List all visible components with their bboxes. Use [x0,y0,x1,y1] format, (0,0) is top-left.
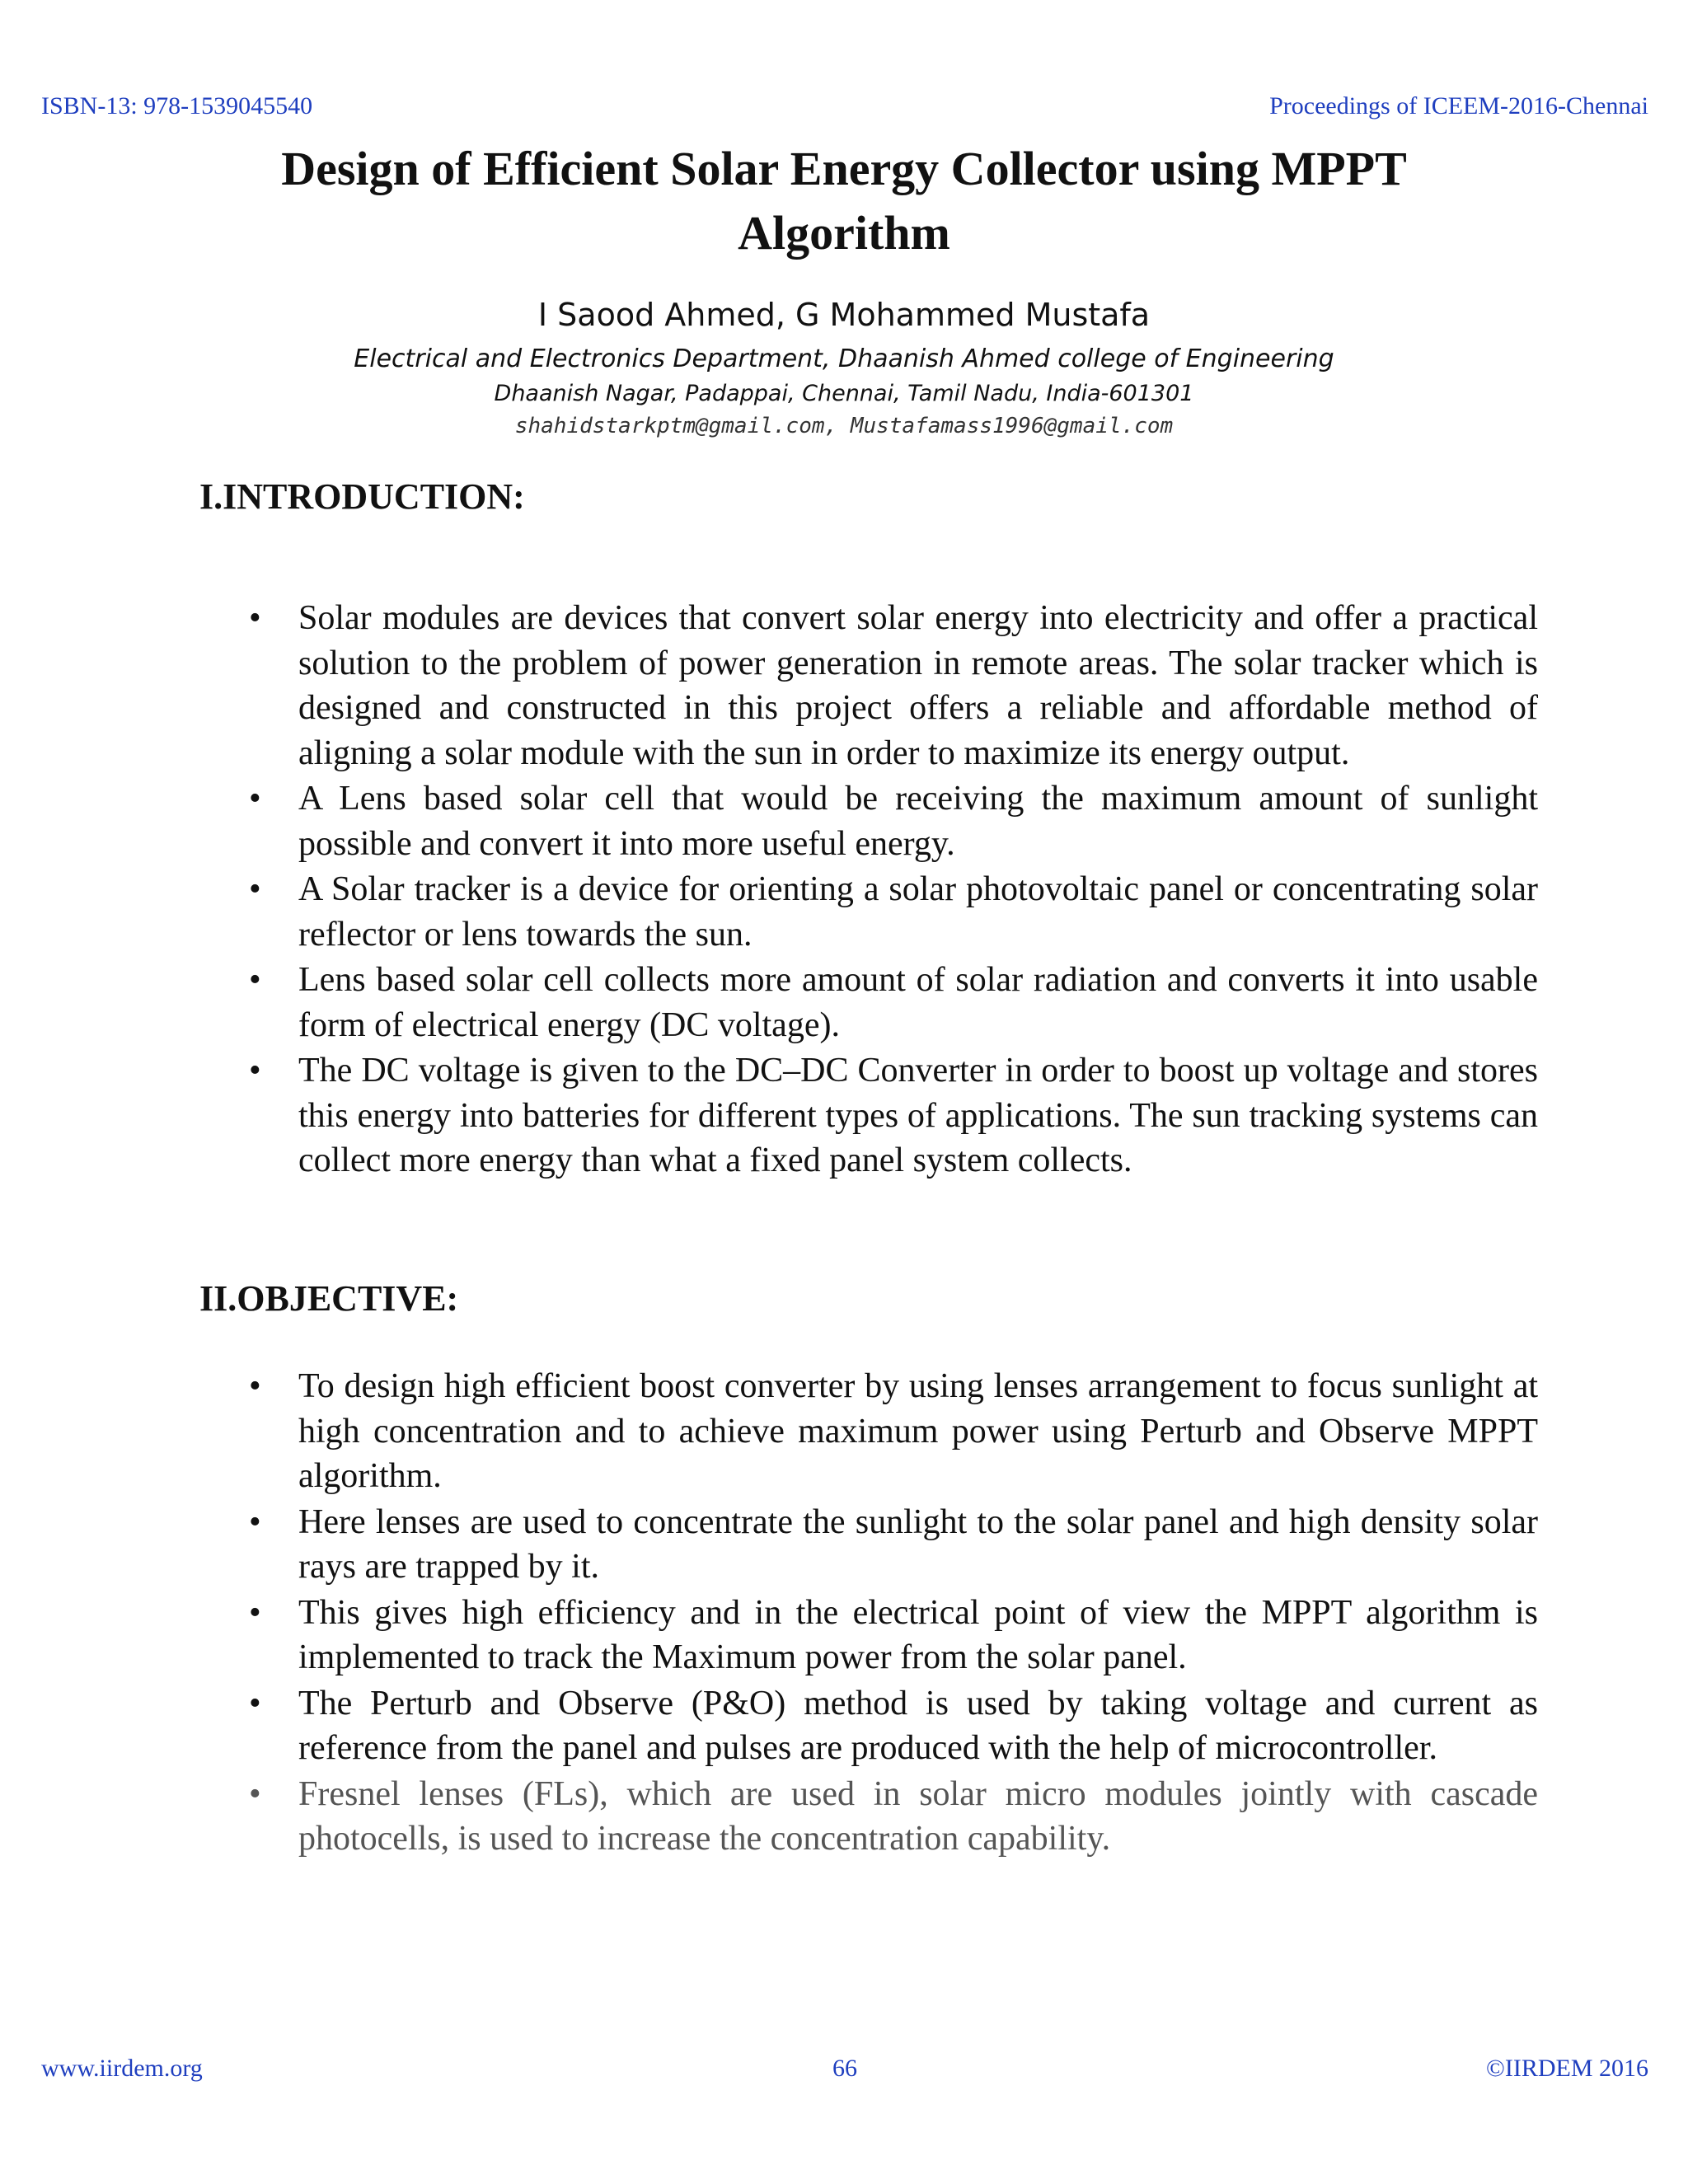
affiliation-department: Electrical and Electronics Department, Dhaanish Ahmed college of Engineering [354,344,1334,373]
list-item-text: A Solar tracker is a device for orienting a solar photovoltaic panel or concentrating solar reflector or lens towards the sun. [298,870,1538,954]
list-item [247,1048,1538,1183]
isbn-label: ISBN-13: 978-1539045540 [41,92,313,120]
list-item [247,1681,1538,1771]
paper-title-line-2: Algorithm [738,206,950,260]
copyright-notice: ©IIRDEM 2016 [1486,2055,1648,2082]
proceedings-label: Proceedings of ICEEM-2016-Chennai [1269,92,1648,120]
bullet-icon: • [249,1684,261,1722]
bullet-icon: • [249,780,261,818]
list-item [247,867,1538,957]
list-item-text: The Perturb and Observe (P&O) method is used by taking voltage and current as reference from the panel and pulses are produced with the help of microcontroller. [298,1684,1538,1767]
list-item-text: Solar modules are devices that convert solar energy into electricity and offer a practical solution to the problem of power generation in remote areas. The solar tracker which is designed and constructed in this project offers a reliable and affordable method of aligning a solar module with the sun in order to maximize its energy output. [298,599,1538,772]
paper-title [198,137,1490,265]
bullet-icon: • [249,870,261,908]
bullet-icon: • [249,1593,261,1632]
list-item-text: Lens based solar cell collects more amount of solar radiation and converts it into usable form of electrical energy (DC voltage). [298,961,1538,1044]
list-item-text: Fresnel lenses (FLs), which are used in solar micro modules jointly with cascade photocells, is used to increase the concentration capability. [298,1774,1538,1858]
list-item [247,1772,1538,1862]
list-item [247,1364,1538,1499]
list-item-text: To design high efficient boost converter by using lenses arrangement to focus sunlight at high concentration and to achieve maximum power using Perturb and Observe MPPT algorithm. [298,1367,1538,1495]
running-header [41,92,1648,125]
list-item [247,596,1538,776]
affiliation-address: Dhaanish Nagar, Padappai, Chennai, Tamil Nadu, India-601301 [494,381,1194,406]
introduction-bullet-list [247,596,1538,1184]
list-item [247,958,1538,1047]
list-item [247,776,1538,866]
bullet-icon: • [249,1367,261,1405]
list-item [247,1591,1538,1680]
section-heading-objective: II.OBJECTIVE: [199,1278,459,1319]
objective-bullet-list [247,1364,1538,1863]
list-item-text: A Lens based solar cell that would be receiving the maximum amount of sunlight possible and convert it into more useful energy. [298,780,1538,863]
bullet-icon: • [249,599,261,637]
paper-title-line-1: Design of Efficient Solar Energy Collector using MPPT [281,142,1407,195]
bullet-icon: • [249,1052,261,1090]
list-item-text: This gives high efficiency and in the electrical point of view the MPPT algorithm is implemented to track the Maximum power from the solar panel. [298,1593,1538,1676]
website-link[interactable]: www.iirdem.org [41,2055,203,2082]
author-emails: shahidstarkptm@gmail.com, Mustafamass1996@gmail.com [514,414,1174,438]
bullet-icon: • [249,961,261,999]
page-number: 66 [832,2055,857,2082]
authors: I Saood Ahmed, G Mohammed Mustafa [537,297,1151,333]
list-item [247,1500,1538,1590]
bullet-icon: • [249,1774,261,1813]
list-item-text: Here lenses are used to concentrate the sunlight to the solar panel and high density solar rays are trapped by it. [298,1502,1538,1586]
page-footer [41,2055,1648,2088]
bullet-icon: • [249,1502,261,1541]
list-item-text: The DC voltage is given to the DC–DC Converter in order to boost up voltage and stores this energy into batteries for different types of applications. The sun tracking systems can collect more energy than what a fixed panel system collects. [298,1052,1538,1179]
section-heading-introduction: I.INTRODUCTION: [199,476,525,517]
